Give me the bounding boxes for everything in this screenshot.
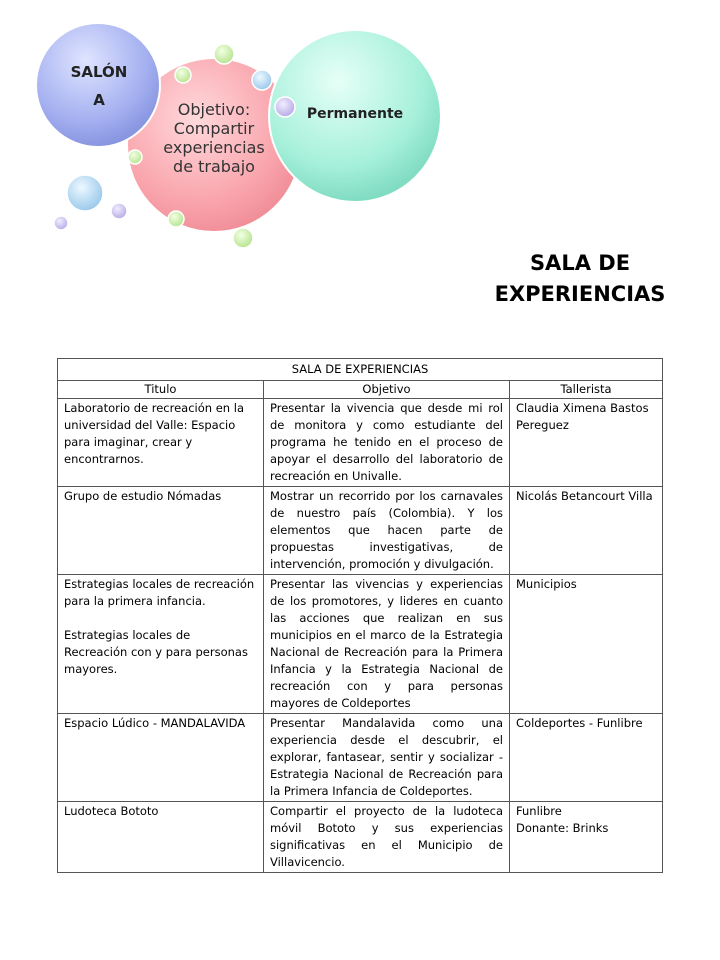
small-bubble [252,70,272,90]
table-title-row [58,359,663,381]
small-bubble [54,216,68,230]
cell-objetivo: Presentar la vivencia que desde mi rol de monitora y como estudiante del programa he tenido en el proceso de apoyar el desarrollo del laboratorio de recreación en Univalle. [264,399,510,487]
salon-label-line: A [93,91,105,109]
table-title: SALA DE EXPERIENCIAS [58,359,663,381]
column-header-titulo: Titulo [58,381,264,399]
cell-titulo [58,575,264,714]
salon-label-line: SALÓN [70,63,128,81]
cell-titulo: Laboratorio de recreación en la universidad del Valle: Espacio para imaginar, crear y encontrarnos. [58,399,264,487]
cell-tallerista: Coldeportes - Funlibre [510,714,663,802]
cell-objetivo: Presentar Mandalavida como una experiencia desde el descubrir, el explorar, fantasear, sentir y socializar - Estrategia Nacional de Recreación para la Primera Infancia de Coldeportes. [264,714,510,802]
small-bubble [214,44,234,64]
cell-titulo: Grupo de estudio Nómadas [58,487,264,575]
cell-tallerista: Municipios [510,575,663,714]
page-title [480,248,680,310]
cell-tallerista [510,802,663,873]
experiences-table [57,358,663,873]
page-title-line: SALA DE [529,251,631,275]
objetivo-label-line: Compartir [173,119,255,138]
table-row [58,487,663,575]
table-row [58,714,663,802]
small-bubble [111,203,127,219]
small-bubble [168,211,184,227]
cell-objetivo: Compartir el proyecto de la ludoteca móvil Bototo y sus experiencias significativas en el Municipio de Villavicencio. [264,802,510,873]
small-bubble [233,228,253,248]
cell-tallerista: Claudia Ximena Bastos Pereguez [510,399,663,487]
objetivo-label [140,100,288,176]
cell-titulo: Espacio Lúdico - MANDALAVIDA [58,714,264,802]
permanente-label: Permanente [306,106,404,122]
objetivo-label-line: de trabajo [173,157,255,176]
small-bubble [67,175,103,211]
column-header-tallerista: Tallerista [510,381,663,399]
cell-tallerista: Nicolás Betancourt Villa [510,487,663,575]
cell-objetivo: Presentar las vivencias y experiencias de los promotores, y lideres en cuanto las acciones que realizan en sus municipios en el marco de la Estrategia Nacional de Recreación para la Primera Infancia y la Estrategia Nacional de recreación con y para personas mayores de Coldeportes [264,575,510,714]
cell-objetivo: Mostrar un recorrido por los carnavales de nuestro país (Colombia). Y los elementos que hacen parte de propuestas investigativas, de intervención, promoción y divulgación. [264,487,510,575]
objetivo-label-line: experiencias [163,138,265,157]
cell-tallerista-line: Donante: Brinks [516,821,609,835]
objetivo-label-line: Objetivo: [177,100,251,119]
small-bubble [175,67,191,83]
table-row [58,575,663,714]
cell-titulo-paragraph: Estrategias locales de recreación para la primera infancia. [64,577,255,608]
table-row [58,399,663,487]
cell-titulo-paragraph: Estrategias locales de Recreación con y para personas mayores. [64,628,248,676]
cell-tallerista-line: Funlibre [516,804,562,818]
table-row [58,802,663,873]
table-header-row [58,381,663,399]
page-title-line: EXPERIENCIAS [494,282,666,306]
column-header-objetivo: Objetivo [264,381,510,399]
cell-titulo: Ludoteca Bototo [58,802,264,873]
